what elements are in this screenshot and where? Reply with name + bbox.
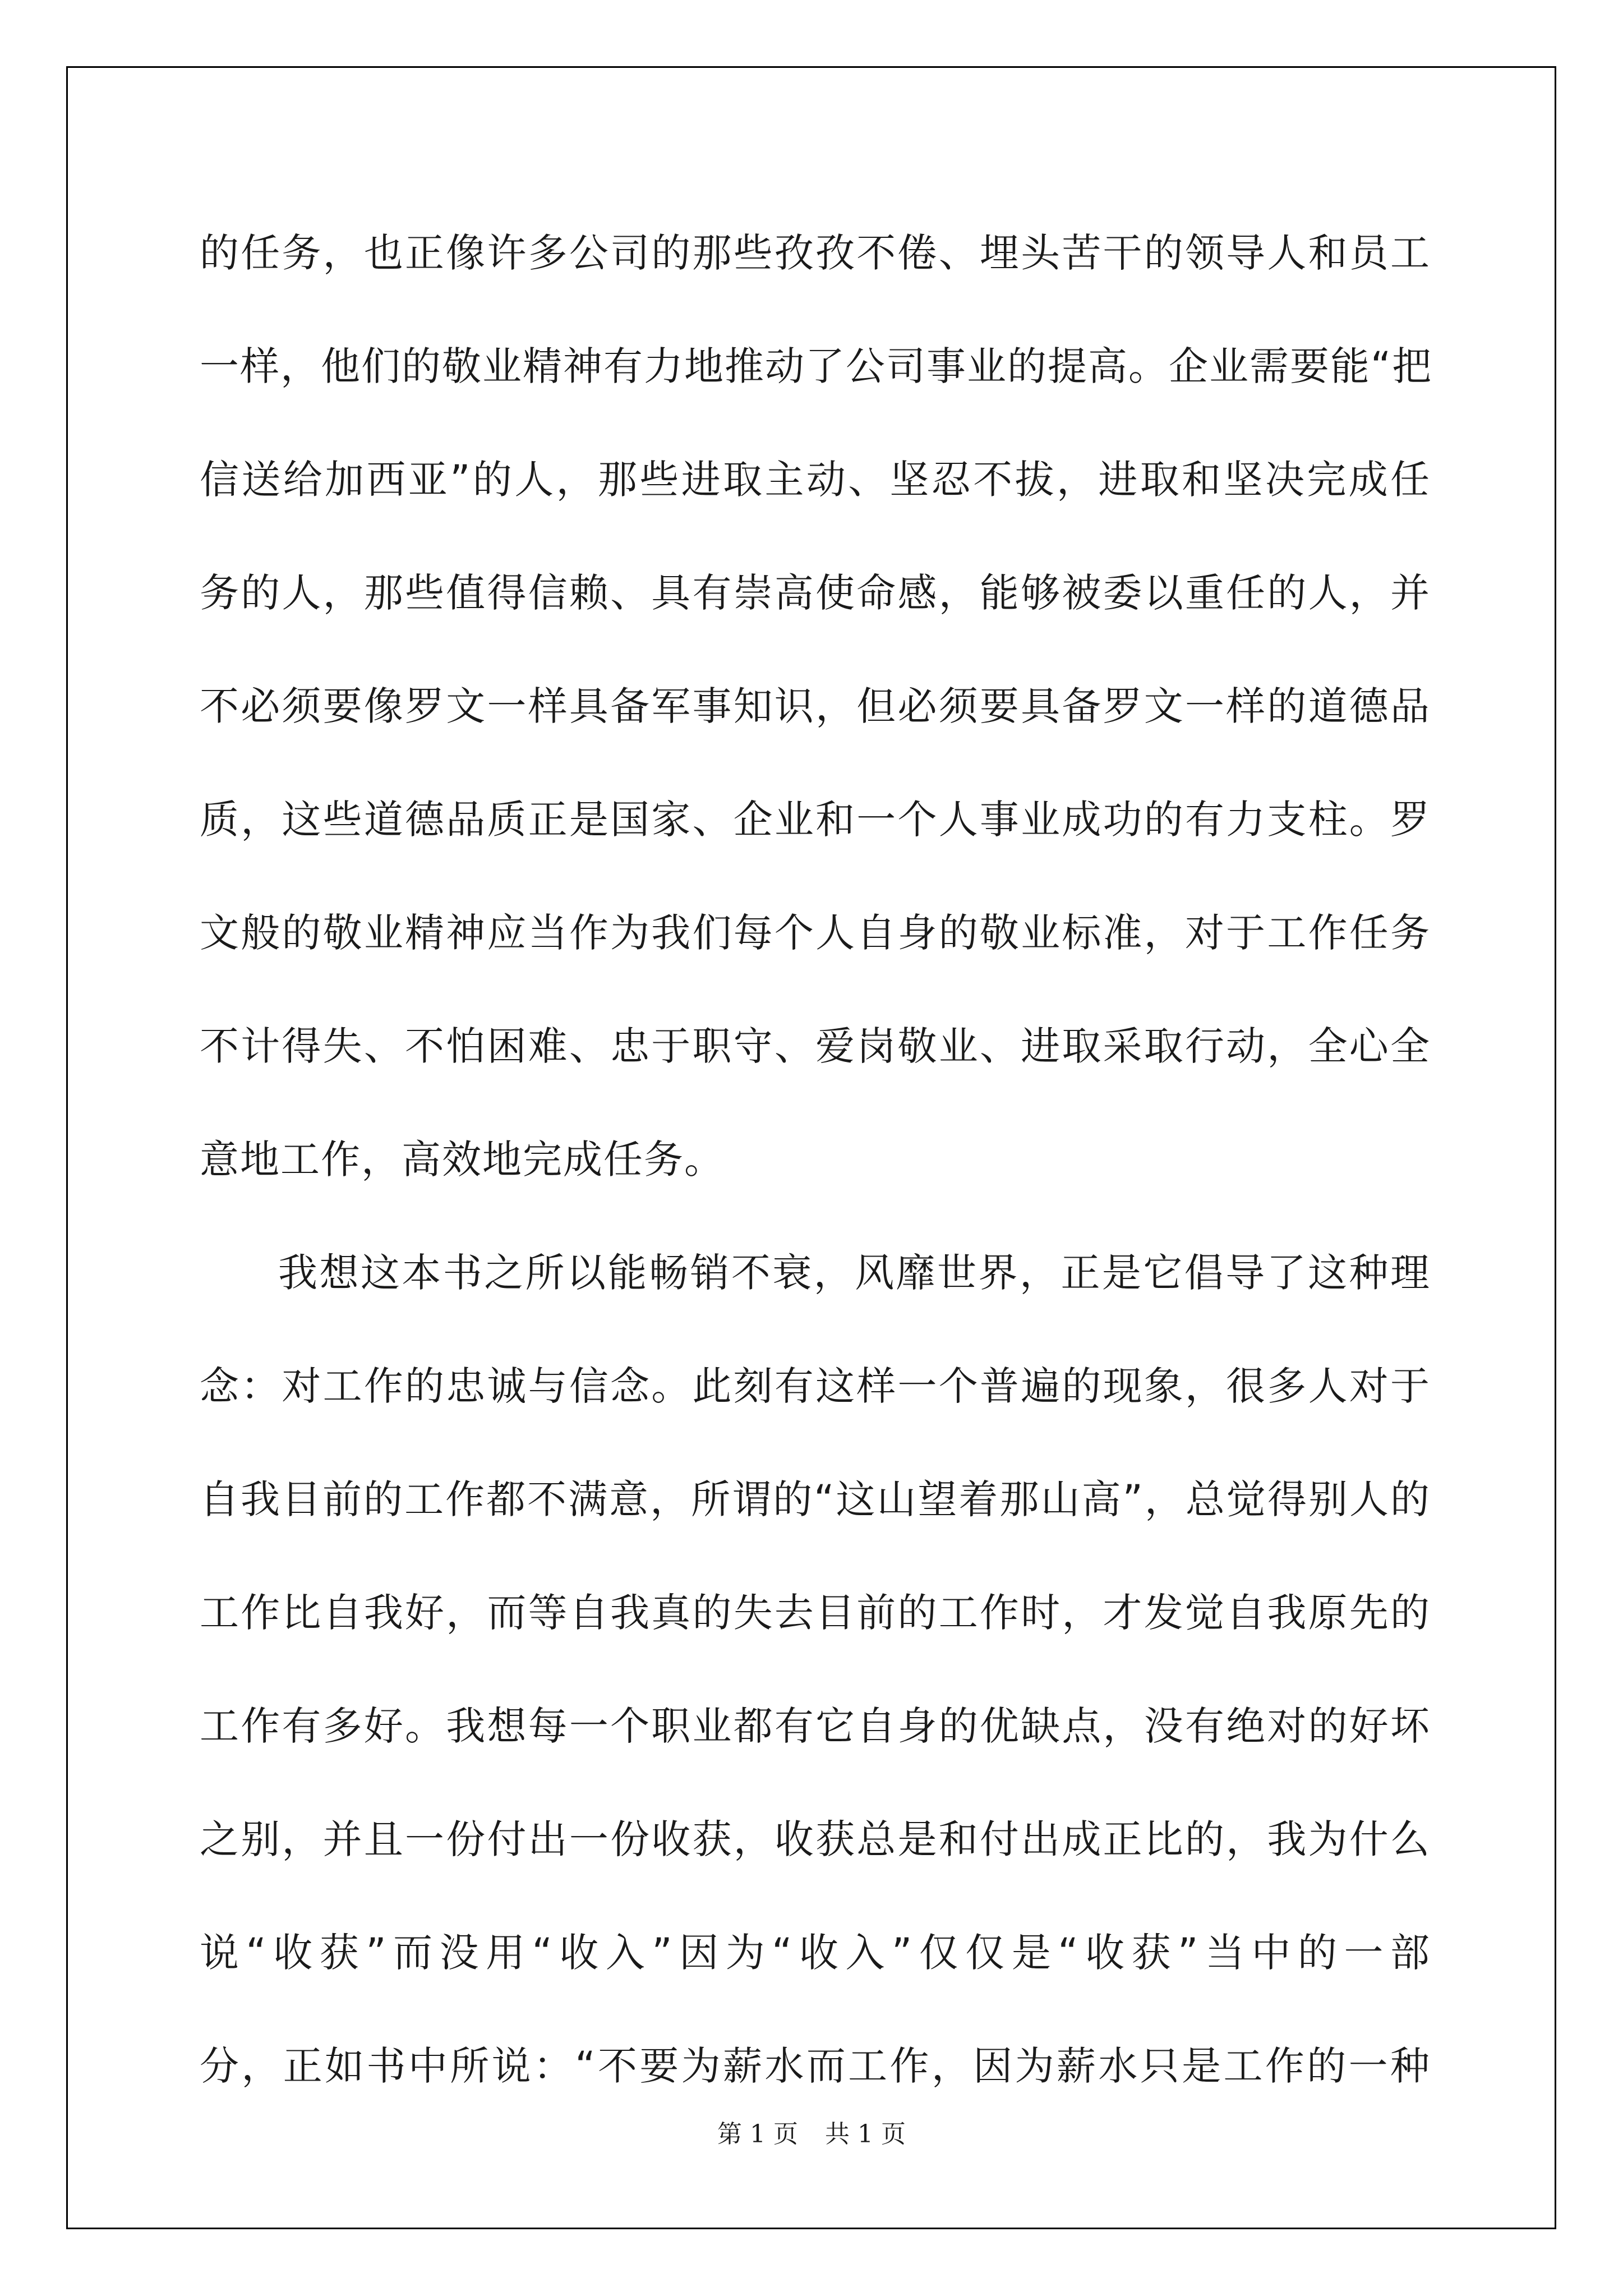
text-line: 意地工作，高效地完成任务。 xyxy=(200,1137,725,1182)
page-number: 第 1 页 xyxy=(717,2120,798,2148)
text-line: 说“收获”而没用“收入”因为“收入”仅仅是“收获”当中的一部 xyxy=(200,1930,1431,1976)
page-total: 共 1 页 xyxy=(825,2120,906,2148)
text-line: 一样，他们的敬业精神有力地推动了公司事业的提高。企业需要能“把 xyxy=(200,343,1433,389)
text-line: 的任务，也正像许多公司的那些孜孜不倦、埋头苦干的领导人和员工 xyxy=(200,230,1431,276)
text-line: 质，这些道德品质正是国家、企业和一个人事业成功的有力支柱。罗 xyxy=(200,797,1431,843)
text-line: 分，正如书中所说：“不要为薪水而工作，因为薪水只是工作的一种 xyxy=(200,2043,1431,2089)
text-line: 信送给加西亚”的人，那些进取主动、坚忍不拔，进取和坚决完成任 xyxy=(200,457,1431,503)
text-line: 我想这本书之所以能畅销不衰，风靡世界，正是它倡导了这种理 xyxy=(278,1250,1431,1296)
document-body xyxy=(200,196,1431,2123)
text-line: 不计得失、不怕困难、忠于职守、爱岗敬业、进取采取行动，全心全 xyxy=(200,1023,1431,1069)
text-line: 自我目前的工作都不满意，所谓的“这山望着那山高”，总觉得别人的 xyxy=(200,1476,1431,1522)
text-line: 不必须要像罗文一样具备军事知识，但必须要具备罗文一样的道德品 xyxy=(200,683,1431,729)
text-line: 之别，并且一份付出一份收获，收获总是和付出成正比的，我为什么 xyxy=(200,1816,1431,1862)
text-line: 务的人，那些值得信赖、具有崇高使命感，能够被委以重任的人，并 xyxy=(200,570,1431,616)
text-line: 文般的敬业精神应当作为我们每个人自身的敬业标准，对于工作任务 xyxy=(200,910,1431,956)
text-line: 念：对工作的忠诚与信念。此刻有这样一个普遍的现象，很多人对于 xyxy=(200,1363,1431,1409)
page-footer xyxy=(0,2114,1623,2150)
text-line: 工作有多好。我想每一个职业都有它自身的优缺点，没有绝对的好坏 xyxy=(200,1703,1431,1749)
text-line: 工作比自我好，而等自我真的失去目前的工作时，才发觉自我原先的 xyxy=(200,1590,1431,1636)
